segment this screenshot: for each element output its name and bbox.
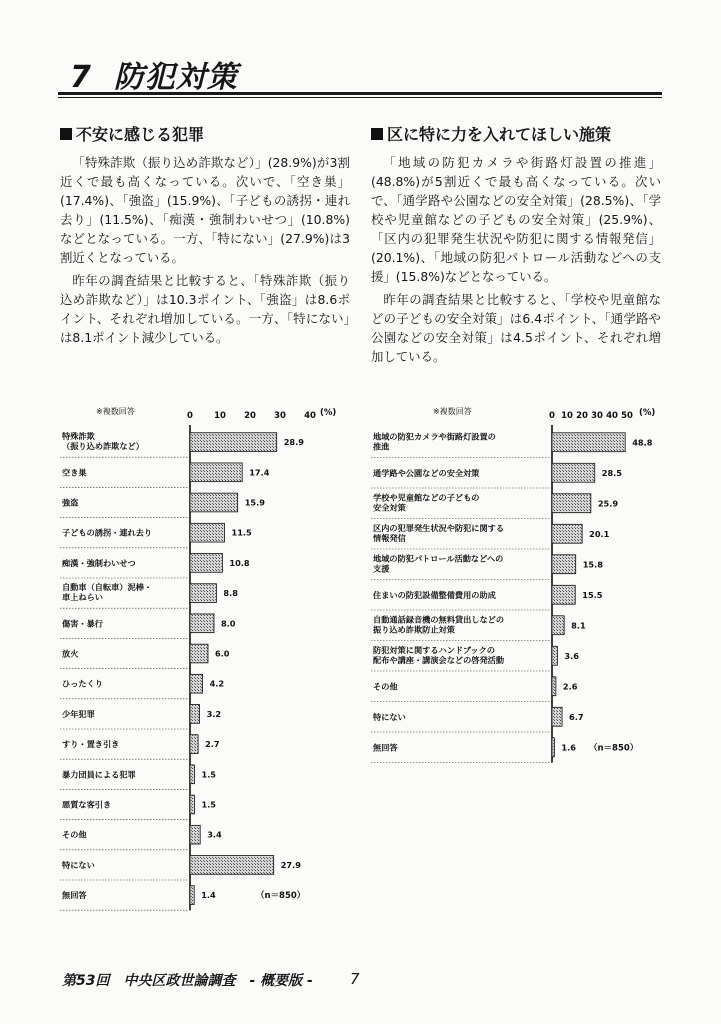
policy-priority-chart (371, 402, 671, 762)
page-title (70, 52, 238, 96)
crime-anxiety-chart-svg (60, 402, 360, 912)
bar (552, 616, 564, 635)
x-tick-label: 10 (561, 411, 573, 421)
category-label: 痴漢・強制わいせつ (62, 557, 136, 568)
multiple-answer-note: ※複数回答 (96, 407, 135, 416)
bar (552, 494, 591, 513)
x-tick-label: 10 (214, 411, 226, 421)
value-label: 20.1 (589, 528, 610, 539)
category-label: 車上ねらい (62, 592, 103, 603)
title-rule (58, 92, 662, 98)
category-label: 防犯対策に関するハンドブックの (373, 644, 495, 655)
value-label: 28.9 (283, 437, 304, 448)
value-label: 1.4 (201, 890, 216, 901)
category-label: 少年犯罪 (62, 708, 95, 719)
bar (190, 674, 203, 693)
square-bullet-icon (371, 128, 383, 140)
value-label: 6.0 (215, 648, 230, 659)
value-label: 15.5 (582, 589, 603, 600)
category-label: 空き巣 (62, 467, 87, 478)
category-label: 地域の防犯パトロール活動などへの (373, 553, 504, 564)
bar (190, 614, 214, 633)
x-tick-label: 40 (304, 411, 316, 421)
category-label: 学校や児童館などの子どもの (373, 492, 480, 503)
value-label: 8.1 (571, 620, 586, 631)
section-number: 7 (70, 60, 92, 95)
value-label: 27.9 (280, 859, 301, 870)
value-label: 3.6 (564, 650, 579, 661)
category-label: 無回答 (373, 742, 398, 753)
bar (190, 554, 222, 573)
category-label: 情報発信 (373, 532, 406, 543)
bar (190, 493, 238, 512)
bar (190, 523, 225, 542)
x-tick-label: 0 (187, 411, 193, 421)
category-label: 特殊詐欺 (62, 431, 95, 442)
value-label: 15.9 (244, 497, 265, 508)
bar (190, 644, 208, 663)
value-label: 8.8 (223, 588, 238, 599)
right-paragraph: 「地域の防犯カメラや街路灯設置の推進」(48.8%)が5割近くで最も高くなっている。次いで、「通学路や公園などの安全対策」(28.5%)、「学校や児童館などの子どもの安全対策」(25.9%)、「区内の犯罪発生状況や防犯に関する情報発信」(20.1%)、「地域の防犯パトロール活動などへの支援」(15.8%)などとなっている。 (371, 155, 661, 284)
category-label: 地域の防犯カメラや街路灯設置の (373, 431, 496, 442)
right-heading (371, 122, 661, 145)
bar (552, 463, 595, 482)
bar (190, 856, 274, 875)
x-tick-label: 30 (274, 411, 286, 421)
value-label: 4.2 (209, 678, 225, 689)
category-label: 配布や講座・講演会などの啓発活動 (373, 654, 505, 665)
value-label: 3.4 (207, 829, 222, 840)
bar (190, 705, 200, 724)
value-label: 1.5 (201, 799, 217, 810)
category-label: （振り込め詐欺など） (62, 441, 144, 452)
unit-label: (%) (639, 408, 656, 418)
category-label: 通学路や公園などの安全対策 (373, 467, 480, 478)
left-heading-text: 不安に感じる犯罪 (76, 125, 205, 144)
square-bullet-icon (60, 128, 72, 140)
category-label: 推進 (373, 441, 390, 452)
category-label: ひったくり (62, 678, 103, 689)
category-label: 悪質な客引き (62, 799, 112, 810)
x-tick-label: 40 (606, 411, 618, 421)
value-label: 1.6 (561, 742, 576, 753)
page-number: 7 (350, 970, 360, 988)
bar (552, 555, 576, 574)
value-label: 2.7 (205, 739, 220, 750)
value-label: 25.9 (597, 498, 619, 509)
value-label: 15.8 (582, 559, 603, 570)
right-column (371, 122, 661, 366)
bar (552, 433, 625, 452)
bar (190, 765, 195, 784)
x-tick-label: 0 (549, 411, 555, 421)
category-label: 自動通話録音機の無料貸出しなどの (373, 614, 505, 625)
bar (190, 463, 242, 482)
category-label: 支援 (373, 563, 390, 574)
unit-label: (%) (320, 408, 337, 418)
bar (190, 433, 277, 452)
right-paragraph: 昨年の調査結果と比較すると、「学校や児童館などの子どもの安全対策」は6.4ポイント、「通学路や公園などの安全対策」は4.5ポイント、それぞれ増加している。 (371, 292, 661, 364)
crime-anxiety-chart (60, 402, 360, 912)
category-label: 特にない (373, 711, 406, 722)
sample-size-note: （n＝850） (256, 891, 306, 902)
bar (190, 825, 200, 844)
policy-priority-chart-svg (371, 402, 671, 762)
category-label: すり・置き引き (62, 739, 120, 750)
left-column (60, 122, 350, 347)
category-label: 傷害・暴行 (62, 618, 103, 629)
left-heading (60, 122, 350, 145)
category-label: 振り込め詐欺防止対策 (373, 624, 455, 635)
bar (190, 735, 198, 754)
category-label: 放火 (62, 648, 79, 659)
value-label: 28.5 (601, 467, 622, 478)
value-label: 17.4 (249, 467, 270, 478)
bar (552, 524, 582, 543)
bar (552, 707, 562, 726)
category-label: 無回答 (62, 890, 87, 901)
x-tick-label: 50 (621, 411, 633, 421)
category-label: 強盗 (62, 497, 79, 508)
footer-text: 第53回 中央区政世論調査 - 概要版 - (62, 973, 313, 989)
bar (552, 738, 554, 757)
bar (552, 646, 557, 665)
sample-size-note: （n＝850） (589, 743, 639, 754)
value-label: 3.2 (206, 708, 222, 719)
value-label: 8.0 (221, 618, 236, 629)
category-label: 特にない (62, 859, 95, 870)
value-label: 1.5 (201, 769, 217, 780)
category-label: 子どもの誘拐・連れ去り (62, 527, 153, 538)
category-label: 暴力団員による犯罪 (62, 769, 136, 780)
right-heading-text: 区に特に力を入れてほしい施策 (387, 125, 612, 144)
category-label: 区内の犯罪発生状況や防犯に関する (373, 522, 505, 533)
section-title: 防犯対策 (113, 60, 238, 95)
left-paragraph: 「特殊詐欺（振り込め詐欺など）」(28.9%)が3割近くで最も高くなっている。次いで、「空き巣」(17.4%)、「強盗」(15.9%)、「子どもの誘拐・連れ去り」(11.5%)、「痴漢・強制わいせつ」(10.8%)などとなっている。一方、「特にない」(27.9%)は3割近くとなっている。 (60, 155, 350, 265)
value-label: 11.5 (231, 527, 252, 538)
bar (190, 795, 195, 814)
category-label: その他 (373, 681, 398, 692)
value-label: 10.8 (229, 557, 250, 568)
left-paragraph: 昨年の調査結果と比較すると、「特殊詐欺（振り込め詐欺など）」は10.3ポイント、「強盗」は8.6ポイント、それぞれ増加している。一方、「特にない」は8.1ポイント減少している。 (60, 273, 350, 345)
multiple-answer-note: ※複数回答 (433, 407, 472, 416)
x-tick-label: 30 (591, 411, 603, 421)
value-label: 48.8 (632, 437, 653, 448)
category-label: 住まいの防犯設備整備費用の助成 (373, 589, 496, 600)
x-tick-label: 20 (244, 411, 256, 421)
category-label: 自動車（自転車）泥棒・ (62, 582, 153, 593)
bar (190, 886, 194, 905)
bar (190, 584, 216, 603)
x-tick-label: 20 (576, 411, 588, 421)
bar (552, 677, 556, 696)
category-label: 安全対策 (373, 502, 406, 513)
value-label: 2.6 (562, 681, 578, 692)
category-label: その他 (62, 829, 87, 840)
bar (552, 585, 575, 604)
value-label: 6.7 (569, 711, 584, 722)
